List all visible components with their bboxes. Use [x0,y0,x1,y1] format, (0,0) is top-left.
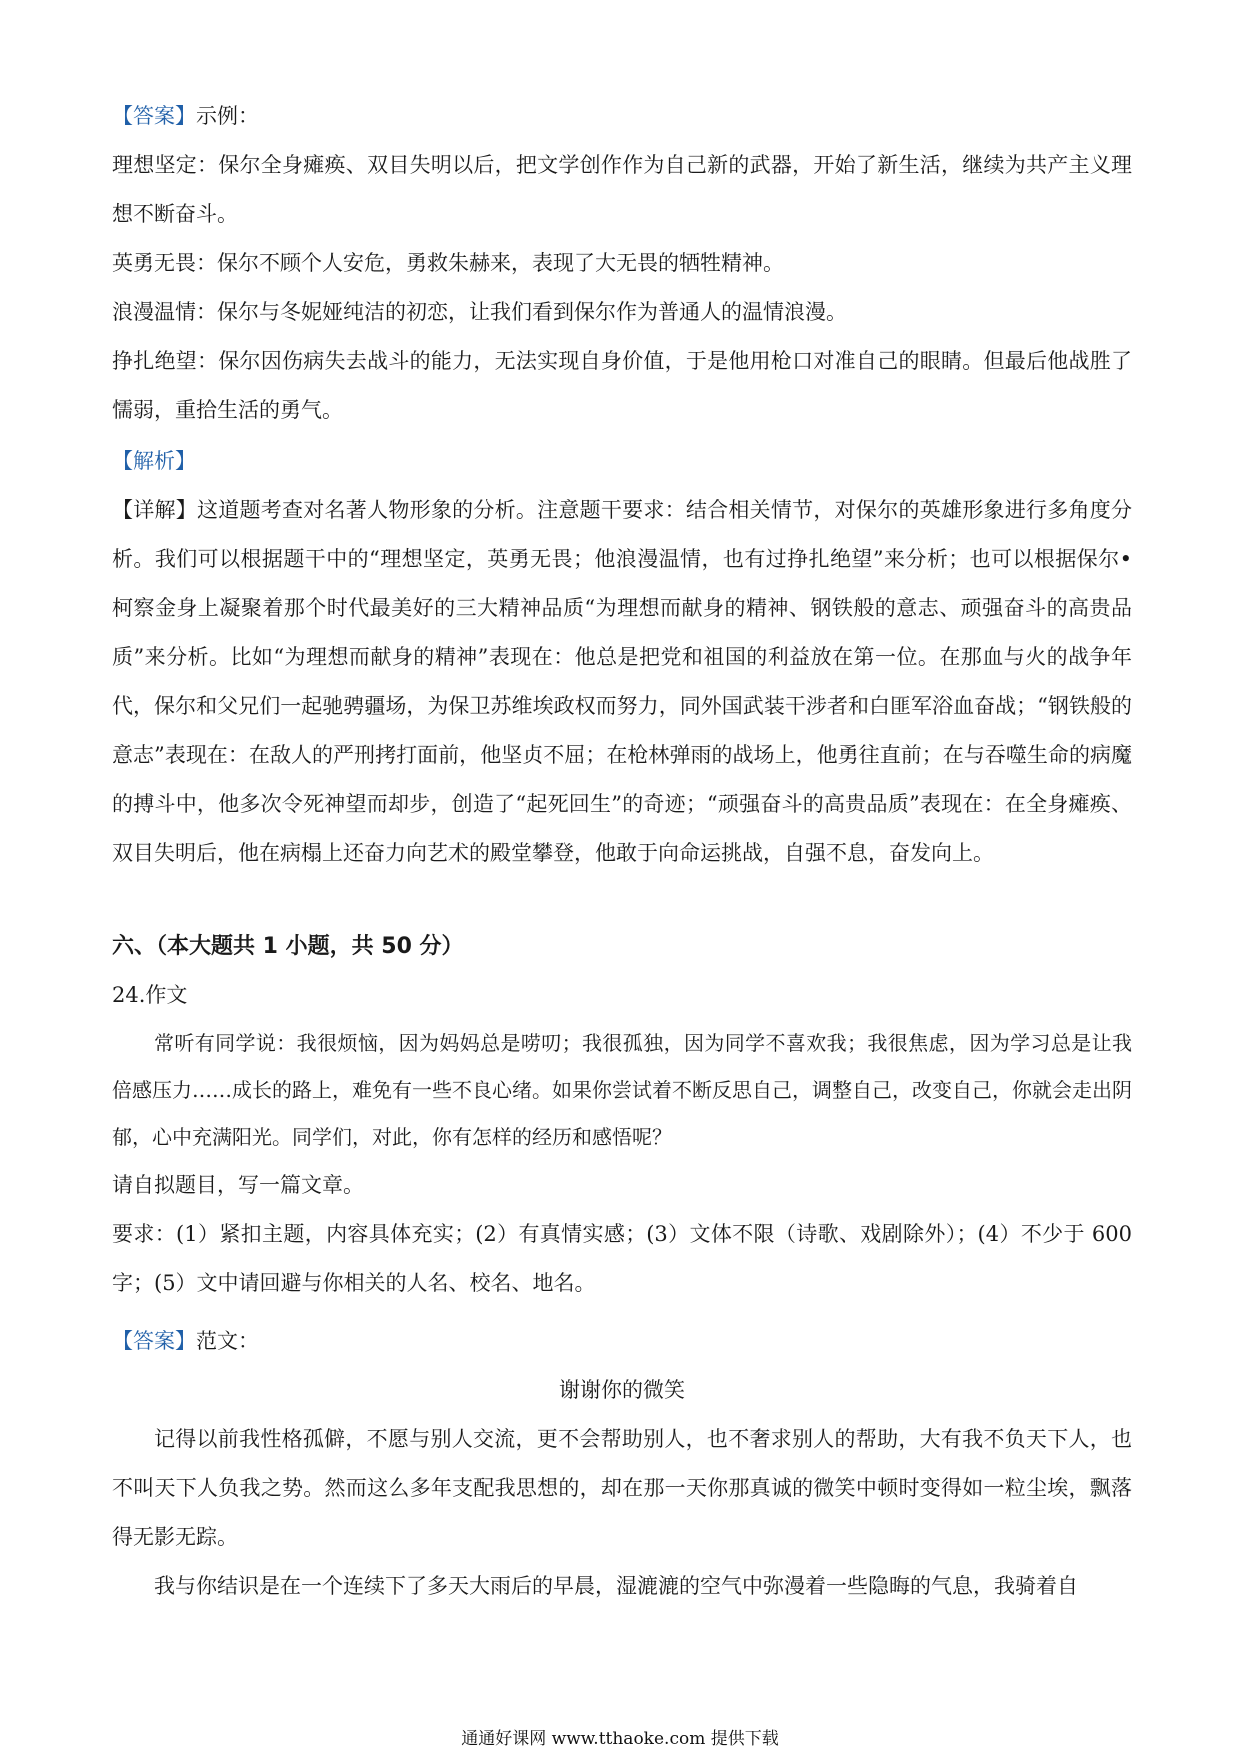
answer-item: 英勇无畏：保尔不顾个人安危，勇救朱赫来，表现了大无畏的牺牲精神。 [112,251,784,275]
answer-item: 浪漫温情：保尔与冬妮娅纯洁的初恋，让我们看到保尔作为普通人的温情浪漫。 [112,300,847,324]
analysis-tag: 【解析】 [112,449,196,473]
answer-line [112,1317,1132,1366]
answer-section-1 [112,92,1132,435]
answer-item: 挣扎绝望：保尔因伤病失去战斗的能力，无法实现自身价值，于是他用枪口对准自己的眼睛。但最后他战胜了懦弱，重拾生活的勇气。 [112,349,1132,422]
essay-title: 谢谢你的微笑 [559,1378,685,1402]
analysis-detail: 【详解】这道题考查对名著人物形象的分析。注意题干要求：结合相关情节，对保尔的英雄形象进行多角度分析。我们可以根据题干中的“理想坚定，英勇无畏；他浪漫温情，也有过挣扎绝望”来分析；也可以根据保尔•柯察金身上凝聚着那个时代最美好的三大精神品质“为理想而献身的精神、钢铁般的意志、顽强奋斗的高贵品质”来分析。比如“为理想而献身的精神”表现在：他总是把党和祖国的利益放在第一位。在那血与火的战争年代，保尔和父兄们一起驰骋疆场，为保卫苏维埃政权而努力，同外国武装干涉者和白匪军浴血奋战；“钢铁般的意志”表现在：在敌人的严刑拷打面前，他坚贞不屈；在枪林弹雨的战场上，他勇往直前；在与吞噬生命的病魔的搏斗中，他多次令死神望而却步，创造了“起死回生”的奇迹；“顽强奋斗的高贵品质”表现在：在全身瘫痪、双目失明后，他在病榻上还奋力向艺术的殿堂攀登，他敢于向命运挑战，自强不息，奋发向上。 [112,498,1132,865]
section-six [112,922,1132,1308]
essay-requirements: 要求：(1）紧扣主题，内容具体充实；(2）有真情实感；(3）文体不限（诗歌、戏剧除外）；(4）不少于 600 字；(5）文中请回避与你相关的人名、校名、地名。 [112,1222,1132,1295]
answer-lead: 范文： [196,1329,259,1353]
answer-tag: 【答案】 [112,1329,196,1353]
answer-lead: 示例： [196,104,259,128]
answer-line [112,92,1132,141]
essay-instruction: 请自拟题目，写一篇文章。 [112,1173,364,1197]
essay-paragraph: 记得以前我性格孤僻，不愿与别人交流，更不会帮助别人，也不奢求别人的帮助，大有我不负天下人，也不叫天下人负我之势。然而这么多年支配我思想的，却在那一天你那真诚的微笑中顿时变得如一粒尘埃，飘落得无影无踪。 [112,1427,1132,1549]
answer-section-2 [112,1317,1132,1611]
essay-prompt: 常听有同学说：我很烦恼，因为妈妈总是唠叨；我很孤独，因为同学不喜欢我；我很焦虑，因为学习总是让我倍感压力……成长的路上，难免有一些不良心绪。如果你尝试着不断反思自己，调整自己，改变自己，你就会走出阴郁，心中充满阳光。同学们，对此，你有怎样的经历和感悟呢？ [112,1031,1132,1149]
question-number: 24.作文 [112,983,188,1007]
section-heading: 六、（本大题共 1 小题，共 50 分） [112,934,464,959]
analysis-section [112,437,1132,878]
essay-paragraph: 我与你结识是在一个连续下了多天大雨后的早晨，湿漉漉的空气中弥漫着一些隐晦的气息，我骑着自 [154,1574,1078,1598]
answer-tag: 【答案】 [112,104,196,128]
answer-item: 理想坚定：保尔全身瘫痪、双目失明以后，把文学创作作为自己新的武器，开始了新生活，继续为共产主义理想不断奋斗。 [112,153,1132,226]
page-footer: 通通好课网 www.tthaoke.com 提供下载 [461,1729,779,1749]
